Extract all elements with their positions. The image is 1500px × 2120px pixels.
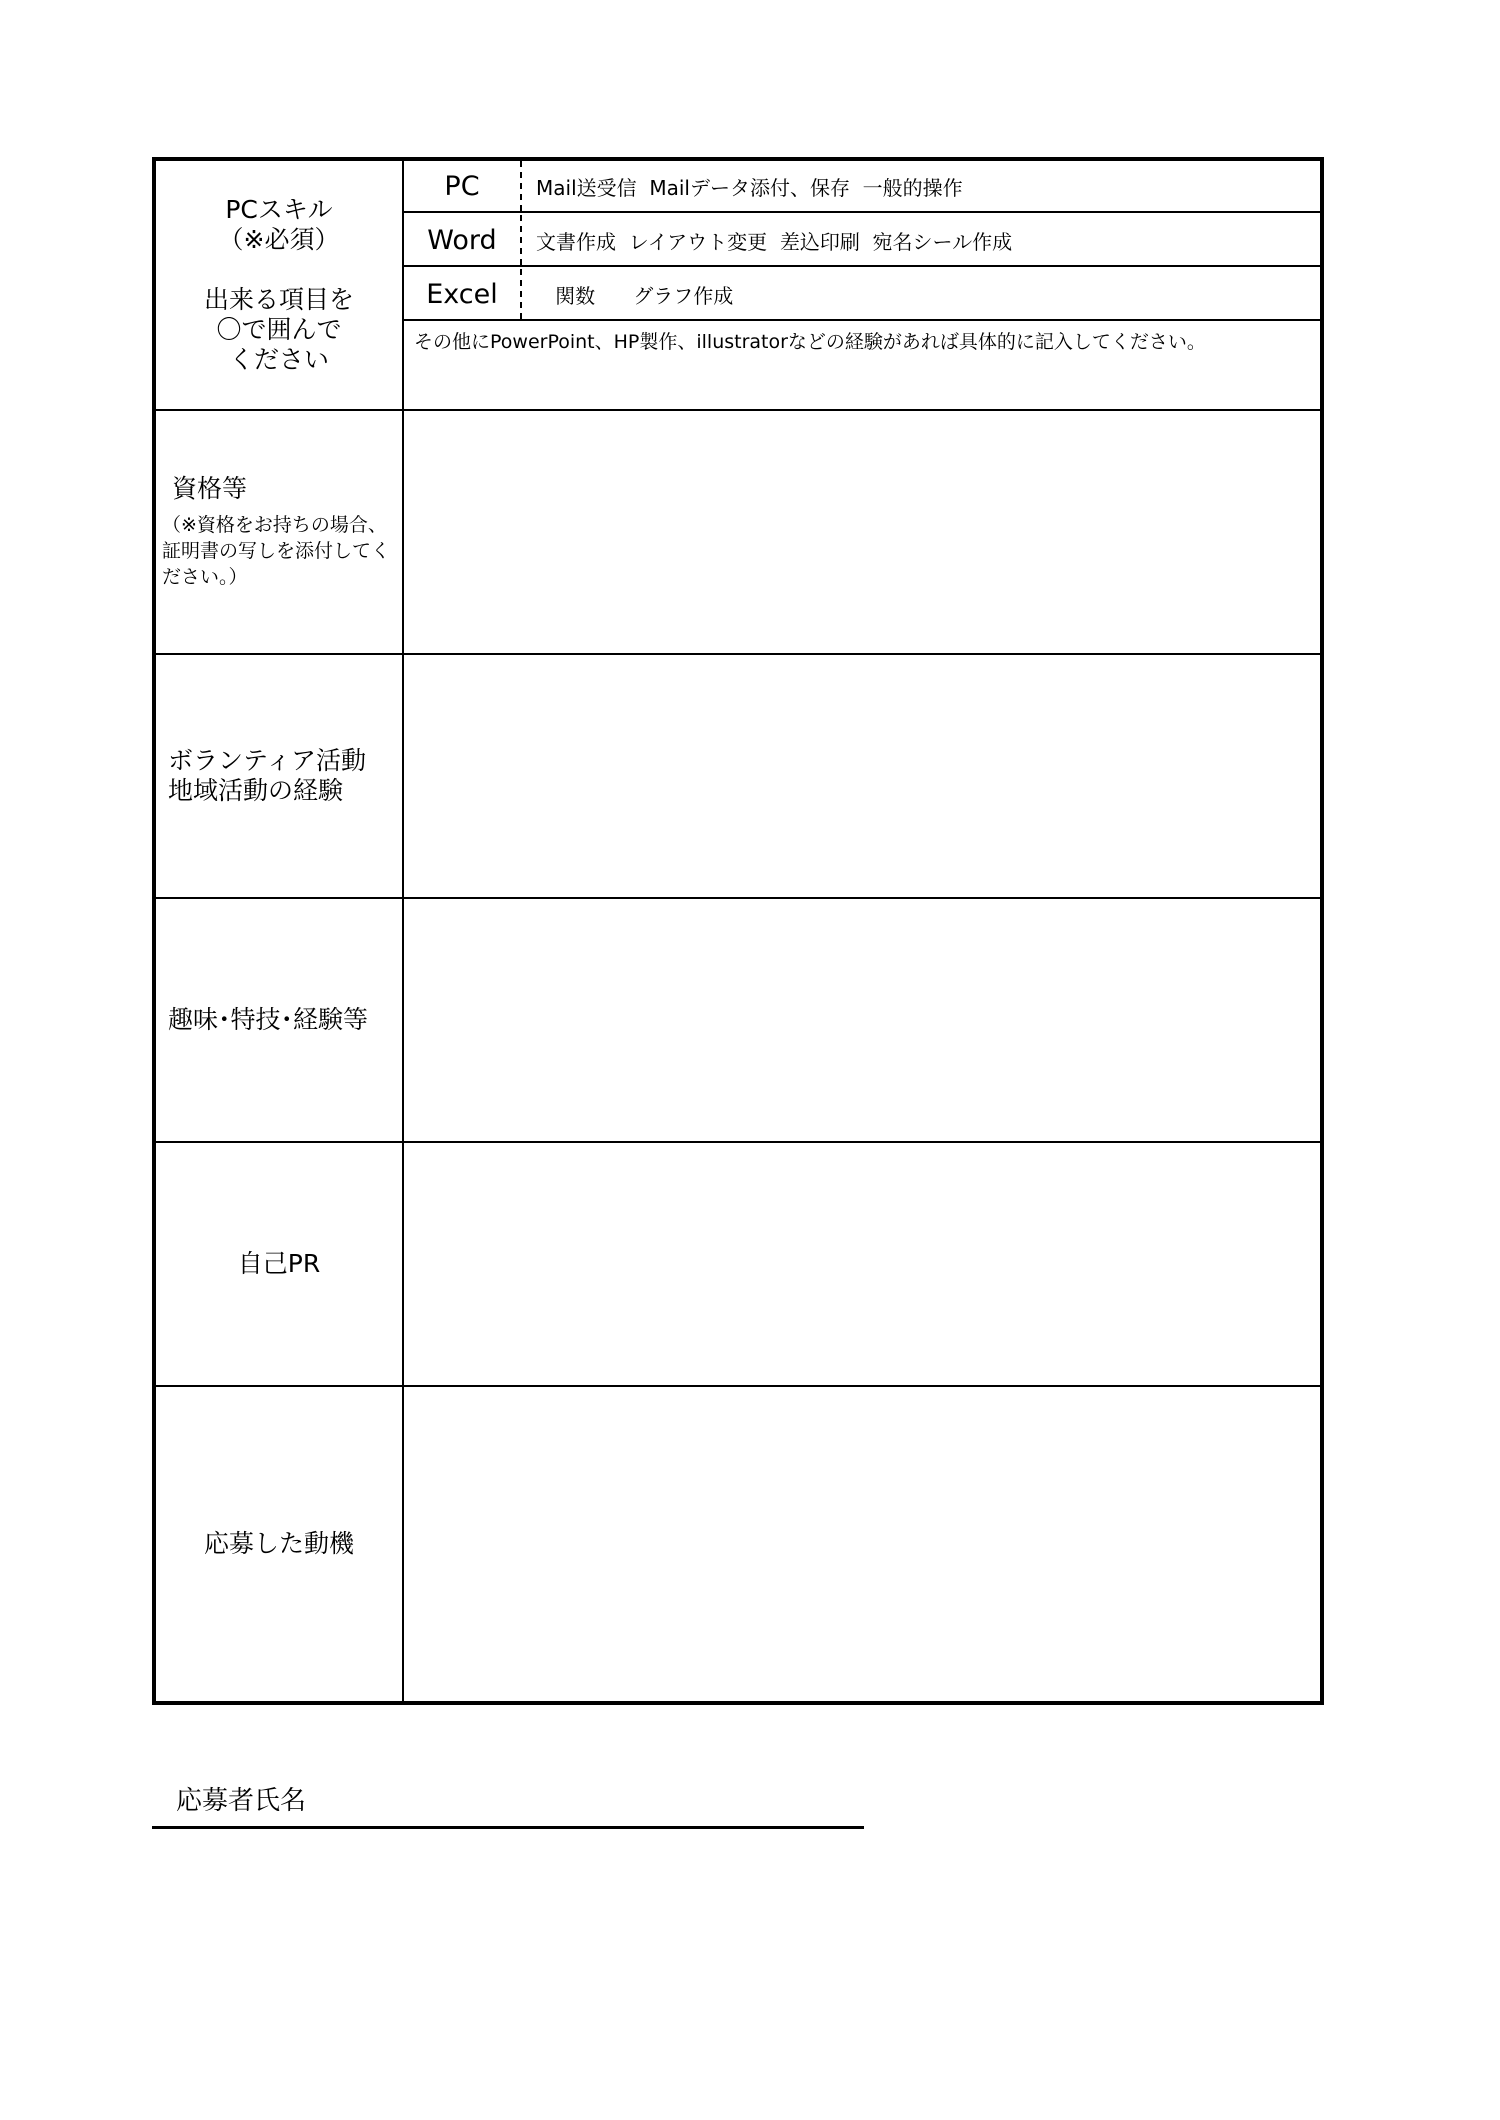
skill-row-pc — [404, 161, 1320, 213]
self-pr-label-text: 自己PR — [237, 1249, 321, 1278]
skill-row-excel — [404, 269, 1320, 321]
pc-skills-label-line: 出来る項目を — [203, 285, 354, 314]
hobbies-row — [156, 899, 1320, 1143]
pc-skills-label-line: （※必須） — [218, 225, 340, 254]
motivation-input[interactable] — [404, 1387, 1320, 1701]
qualifications-input[interactable] — [404, 411, 1320, 653]
hobbies-input[interactable] — [404, 899, 1320, 1141]
volunteer-label-line: 地域活動の経験 — [168, 776, 344, 805]
qualifications-note-line: 証明書の写しを添付してく — [162, 540, 391, 562]
pc-skills-row — [156, 161, 1320, 411]
qualifications-label — [156, 411, 404, 653]
skill-name-excel: Excel — [404, 269, 522, 319]
skill-name-pc: PC — [404, 161, 522, 211]
applicant-name-line[interactable] — [152, 1826, 864, 1829]
applicant-name-label: 応募者氏名 — [176, 1786, 307, 1816]
skill-items-word[interactable]: 文書作成 レイアウト変更 差込印刷 宛名シール作成 — [536, 229, 1013, 254]
skill-items-excel[interactable]: 関数 グラフ作成 — [536, 283, 734, 308]
qualifications-title: 資格等 — [172, 474, 248, 503]
hobbies-label-text: 趣味･特技･経験等 — [168, 1005, 369, 1034]
motivation-row — [156, 1387, 1320, 1701]
self-pr-input[interactable] — [404, 1143, 1320, 1385]
qualifications-note-line: （※資格をお持ちの場合、 — [162, 514, 387, 536]
volunteer-input[interactable] — [404, 655, 1320, 897]
motivation-label — [156, 1387, 404, 1701]
application-form-table — [152, 157, 1324, 1705]
qualifications-note-line: ださい。） — [162, 566, 248, 588]
hobbies-label — [156, 899, 404, 1141]
volunteer-row — [156, 655, 1320, 899]
self-pr-row — [156, 1143, 1320, 1387]
pc-skills-label-line: ください — [228, 345, 329, 374]
other-experience-note: その他にPowerPoint、HP製作、illustratorなどの経験があれば具体的に記入してください。 — [414, 331, 1206, 353]
pc-skills-label-line: PCスキル — [225, 195, 333, 224]
skill-name-word: Word — [404, 215, 522, 265]
volunteer-label — [156, 655, 404, 897]
self-pr-label — [156, 1143, 404, 1385]
skill-row-word — [404, 215, 1320, 267]
volunteer-label-line: ボランティア活動 — [168, 746, 367, 775]
pc-skills-values — [404, 161, 1320, 409]
motivation-label-text: 応募した動機 — [203, 1529, 354, 1558]
skill-items-pc[interactable]: Mail送受信 Mailデータ添付、保存 一般的操作 — [536, 175, 963, 200]
qualifications-row — [156, 411, 1320, 655]
pc-skills-label-line: 〇で囲んで — [216, 315, 342, 344]
pc-skills-label — [156, 161, 404, 409]
